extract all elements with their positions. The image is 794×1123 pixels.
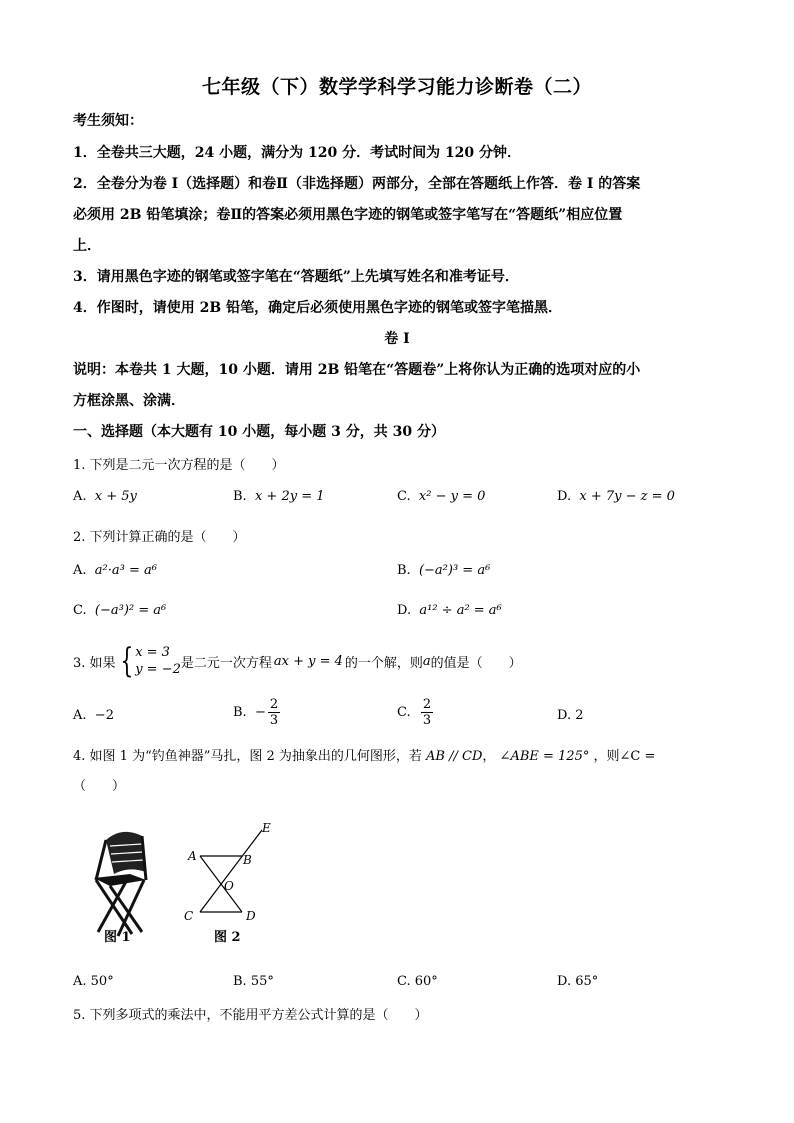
numerator: 2 [422, 697, 432, 712]
figure-2-caption: 图 2 [214, 930, 241, 945]
notice-item-2: 2．全卷分为卷 Ⅰ（选择题）和卷Ⅱ（非选择题）两部分，全部在答题纸上作答．卷 Ⅰ 的答案 [73, 176, 641, 192]
q3-suffix: 的一个解，则 [344, 655, 423, 671]
q4-condition-2: ∠ABE = 125° [499, 749, 590, 764]
q1-stem: 1. 下列是二元一次方程的是（ ） [73, 458, 285, 473]
figure-1-caption: 图 1 [104, 930, 131, 945]
notice-item-3: 3．请用黑色字迹的钢笔或签字笔在“答题纸”上先填写姓名和准考证号． [73, 269, 519, 285]
volume-label: 卷 I [384, 331, 410, 347]
q3-option-d: D. 2 [557, 708, 584, 723]
label-c: C [184, 909, 194, 923]
explain-line-2: 方框涂黑、涂满． [73, 393, 185, 409]
option-expr: (−a²)³ = a⁶ [418, 563, 491, 578]
q3-middle: 是二元一次方程 [180, 655, 272, 671]
geometry-diagram [180, 820, 280, 930]
numerator: 2 [269, 697, 279, 712]
label-a: A [188, 849, 197, 863]
fraction [421, 697, 433, 728]
q3-equation: ax + y = 4 [273, 653, 343, 669]
option-expr: x + 7y − z = 0 [579, 489, 675, 504]
label-d: D [246, 909, 256, 923]
q4-paren: （ ） [73, 779, 126, 794]
explain-line-1: 说明：本卷共 1 大题，10 小题．请用 2B 铅笔在“答题卷”上将你认为正确的选项对应的小 [73, 362, 641, 378]
q3-prefix: 3. 如果 [73, 655, 116, 671]
option-letter: B. [233, 489, 247, 504]
q4-sep: ， [482, 749, 496, 764]
fraction [268, 697, 280, 728]
q1-option-a [73, 489, 137, 504]
q2-option-c [73, 603, 166, 618]
label-e: E [262, 821, 271, 835]
q4-option-b: B. 55° [233, 974, 274, 989]
q2-option-d [397, 603, 502, 618]
section-heading: 一、选择题（本大题有 10 小题，每小题 3 分，共 30 分） [73, 424, 445, 440]
option-expr: −2 [94, 708, 114, 723]
option-letter: C. [397, 489, 411, 504]
page-title: 七年级（下）数学学科学习能力诊断卷（二） [201, 76, 592, 98]
notice-item-1: 1．全卷共三大题，24 小题，满分为 120 分．考试时间为 120 分钟． [73, 145, 522, 161]
option-letter: B. [233, 705, 247, 720]
q4-stem-a: 4. 如图 1 为“钓鱼神器”马扎，图 2 为抽象出的几何图形，若 [73, 749, 422, 764]
q4-condition-1: AB // CD [426, 749, 483, 764]
option-letter: A. [73, 563, 87, 578]
denominator: 3 [269, 713, 279, 728]
option-letter: B. [397, 563, 411, 578]
notice-item-2-cont: 必须用 2B 铅笔填涂；卷Ⅱ的答案必须用黑色字迹的钢笔或签字笔写在“答题纸”相应位置 [73, 207, 623, 223]
q2-option-a [73, 563, 157, 578]
q3-option-b: B. − $\frac{2}{3}$ [233, 697, 279, 728]
brace-symbol: { [119, 641, 133, 681]
equation-system [135, 644, 181, 678]
denominator: 3 [422, 713, 432, 728]
option-expr: x + 5y [94, 489, 137, 504]
q1-option-c [397, 489, 485, 504]
system-line-1: x = 3 [135, 645, 170, 660]
q4-option-d: D. 65° [557, 974, 599, 989]
option-letter: D. [557, 489, 572, 504]
label-b: B [243, 853, 252, 867]
option-expr: (−a³)² = a⁶ [94, 603, 167, 618]
option-letter: A. [73, 489, 87, 504]
q5-stem: 5. 下列多项式的乘法中，不能用平方差公式计算的是（ ） [73, 1008, 428, 1023]
option-expr: x + 2y = 1 [254, 489, 325, 504]
option-letter: C. [73, 603, 87, 618]
q4-stem [73, 745, 655, 764]
q3-option-c [397, 697, 435, 728]
label-o: O [224, 879, 234, 893]
chair-seat [94, 874, 146, 886]
q3-option-a [73, 708, 114, 723]
option-letter: A. [73, 708, 87, 723]
q1-option-d [557, 489, 675, 504]
q2-stem: 2. 下列计算正确的是（ ） [73, 530, 246, 545]
q4-option-c: C. 60° [397, 974, 438, 989]
figure-2-geometry [180, 820, 280, 930]
option-letter: C. [397, 705, 411, 720]
system-line-2: y = −2 [135, 662, 181, 677]
q3-end: 的值是（ ） [430, 655, 522, 671]
q3-var: a [422, 653, 431, 669]
option-expr: a²·a³ = a⁶ [94, 563, 157, 578]
segment-ce [200, 830, 262, 912]
q4-option-a: A. 50° [73, 974, 114, 989]
q1-option-b [233, 489, 325, 504]
notice-item-2-end: 上． [73, 238, 101, 254]
q3-stem [73, 641, 522, 681]
q4-stem-b: ，则∠C = [593, 749, 656, 764]
notice-item-4: 4．作图时，请使用 2B 铅笔，确定后必须使用黑色字迹的钢笔或签字笔描黑． [73, 300, 563, 316]
q2-option-b [397, 563, 490, 578]
notice-heading: 考生须知： [73, 113, 143, 129]
option-letter: D. [397, 603, 412, 618]
option-expr: x² − y = 0 [418, 489, 486, 504]
option-expr: a¹² ÷ a² = a⁶ [419, 603, 502, 618]
